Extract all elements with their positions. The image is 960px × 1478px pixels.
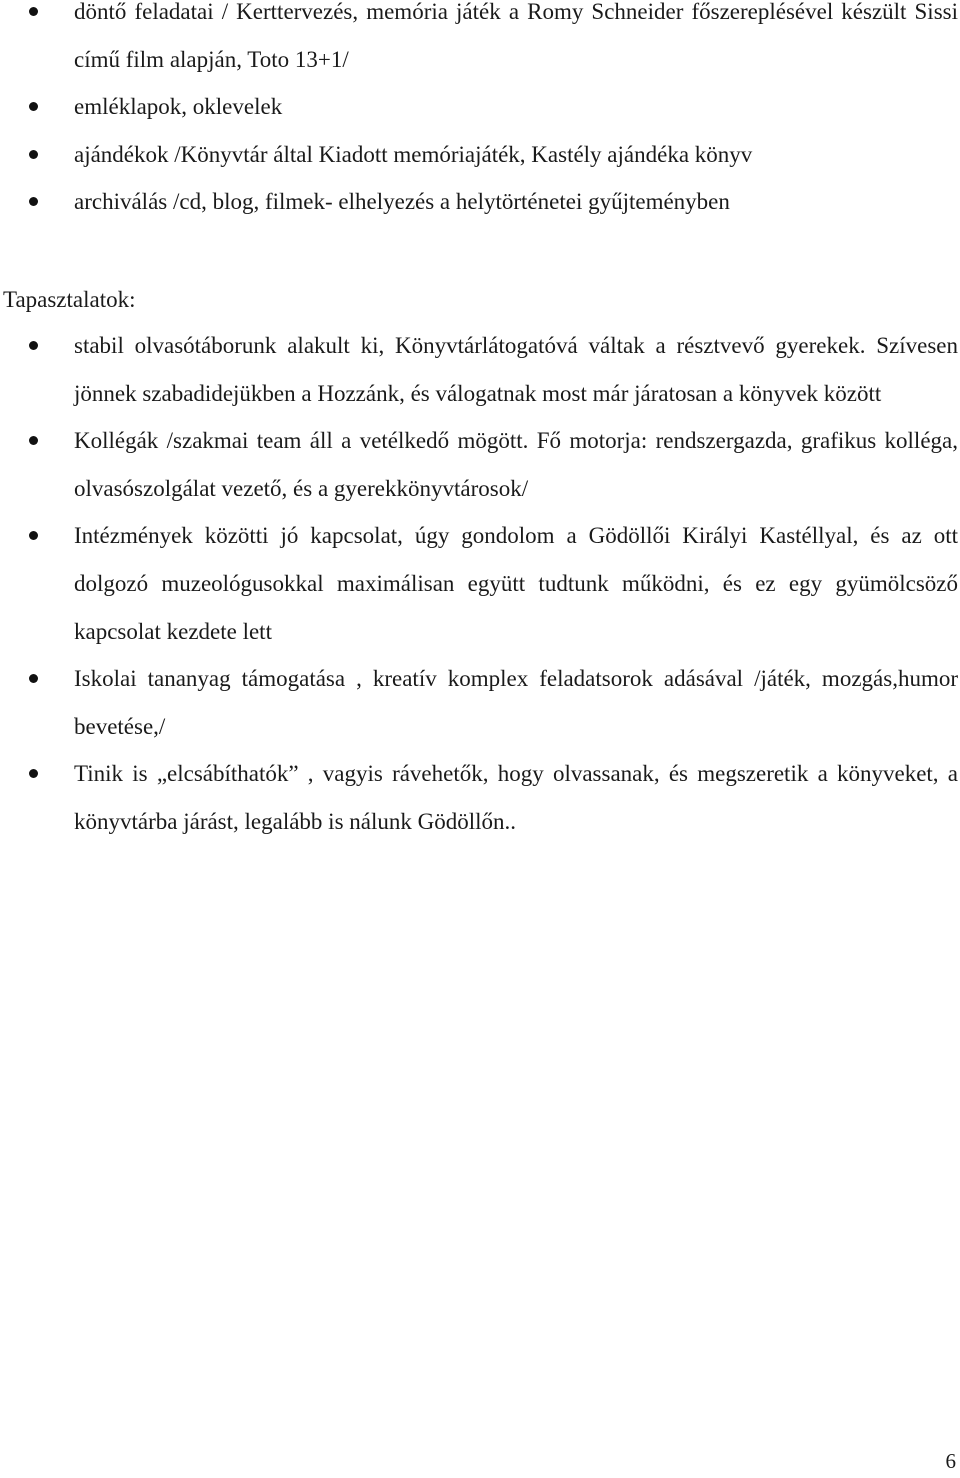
list-item-text: döntő feladatai / Kerttervezés, memória játék a Romy Schneider főszereplésével készült Sissi című film alapján, Toto 13+1/ xyxy=(74,0,958,72)
list-item xyxy=(0,0,960,83)
page-number: 6 xyxy=(945,1449,956,1473)
activities-list xyxy=(0,0,960,226)
experiences-list xyxy=(0,322,960,846)
list-item xyxy=(0,178,960,226)
list-item xyxy=(0,417,960,512)
list-item-text: Tinik is „elcsábíthatók” , vagyis rávehetők, hogy olvassanak, és megszeretik a könyveket, a könyvtárba járást, legalább is nálunk Gödöllőn.. xyxy=(74,761,958,834)
list-item xyxy=(0,750,960,845)
list-item xyxy=(0,655,960,750)
list-item-text: ajándékok /Könyvtár által Kiadott memóriajáték, Kastély ajándéka könyv xyxy=(74,141,753,167)
list-item xyxy=(0,512,960,655)
list-item-text: archiválás /cd, blog, filmek- elhelyezés a helytörténetei gyűjteményben xyxy=(74,189,730,215)
list-item-text: Iskolai tananyag támogatása , kreatív komplex feladatsorok adásával /játék, mozgás,humor bevetése,/ xyxy=(74,666,958,739)
list-item-text: Intézmények közötti jó kapcsolat, úgy gondolom a Gödöllői Királyi Kastéllyal, és az ott dolgozó muzeológusokkal maximálisan együtt tudtunk működni, és ez egy gyümölcsöző kapcsolat kezdete lett xyxy=(74,523,958,644)
list-item xyxy=(0,131,960,179)
section-heading: Tapasztalatok: xyxy=(3,287,136,312)
bullet-icon xyxy=(29,102,38,111)
bullet-icon xyxy=(29,341,38,350)
list-item xyxy=(0,83,960,131)
list-item-text: Kollégák /szakmai team áll a vetélkedő mögött. Fő motorja: rendszergazda, grafikus kolléga, olvasószolgálat vezető, és a gyerekkönyvtárosok/ xyxy=(74,428,958,501)
list-item-text: emléklapok, oklevelek xyxy=(74,94,283,120)
bullet-icon xyxy=(29,436,38,445)
bullet-icon xyxy=(29,150,38,159)
list-item xyxy=(0,322,960,417)
bullet-icon xyxy=(29,674,38,683)
bullet-icon xyxy=(29,7,38,16)
bullet-icon xyxy=(29,197,38,206)
bullet-icon xyxy=(29,769,38,778)
bullet-icon xyxy=(29,531,38,540)
list-item-text: stabil olvasótáborunk alakult ki, Könyvtárlátogatóvá váltak a résztvevő gyerekek. Szívesen jönnek szabadidejükben a Hozzánk, és válogatnak most már járatosan a könyvek között xyxy=(74,333,958,406)
